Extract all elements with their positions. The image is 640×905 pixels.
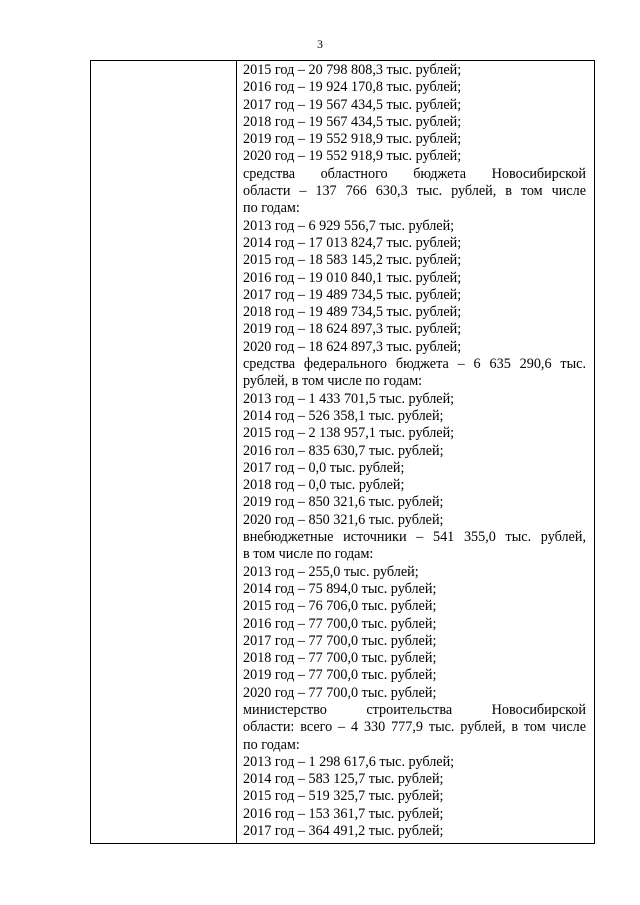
text-line: 2017 год – 0,0 тыс. рублей; <box>243 459 405 476</box>
text-line: 2019 год – 18 624 897,3 тыс. рублей; <box>243 321 462 338</box>
text-line: 2020 год – 18 624 897,3 тыс. рублей; <box>243 338 462 355</box>
text-line: 2015 год – 519 325,7 тыс. рублей; <box>243 788 444 805</box>
text-line: в том числе по годам: <box>243 546 374 563</box>
text-line: 2016 гол – 835 630,7 тыс. рублей; <box>243 442 444 459</box>
text-line: 2013 год – 6 929 556,7 тыс. рублей; <box>243 217 455 234</box>
text-line: 2016 год – 153 361,7 тыс. рублей; <box>243 805 444 822</box>
text-line: 2015 год – 76 706,0 тыс. рублей; <box>243 598 437 615</box>
text-line: 2019 год – 19 552 918,9 тыс. рублей; <box>243 131 462 148</box>
text-line: 2019 год – 850 321,6 тыс. рублей; <box>243 494 444 511</box>
funding-text-column <box>243 62 586 840</box>
text-line: 2013 год – 1 433 701,5 тыс. рублей; <box>243 390 455 407</box>
text-line: области – 137 766 630,3 тыс. рублей, в том числе <box>243 183 586 200</box>
text-line: области: всего – 4 330 777,9 тыс. рублей, в том числе <box>243 719 586 736</box>
text-line: 2013 год – 1 298 617,6 тыс. рублей; <box>243 753 455 770</box>
text-line: средства федерального бюджета – 6 635 290,6 тыс. <box>243 356 586 373</box>
text-line: 2018 год – 19 567 434,5 тыс. рублей; <box>243 113 462 130</box>
text-line: 2018 год – 19 489 734,5 тыс. рублей; <box>243 304 462 321</box>
text-line: 2015 год – 20 798 808,3 тыс. рублей; <box>243 62 462 78</box>
text-line: 2017 год – 77 700,0 тыс. рублей; <box>243 632 437 649</box>
text-line: 2018 год – 77 700,0 тыс. рублей; <box>243 650 437 667</box>
text-line: 2020 год – 850 321,6 тыс. рублей; <box>243 511 444 528</box>
text-line: 2017 год – 19 489 734,5 тыс. рублей; <box>243 286 462 303</box>
column-divider <box>236 61 237 843</box>
text-line: по годам: <box>243 736 300 753</box>
text-line: 2015 год – 2 138 957,1 тыс. рублей; <box>243 425 455 442</box>
text-line: 2014 год – 17 013 824,7 тыс. рублей; <box>243 234 462 251</box>
text-line: 2014 год – 583 125,7 тыс. рублей; <box>243 771 444 788</box>
page-number: 3 <box>317 37 323 51</box>
text-line: рублей, в том числе по годам: <box>243 373 423 390</box>
text-line: 2015 год – 18 583 145,2 тыс. рублей; <box>243 252 462 269</box>
text-line: 2017 год – 19 567 434,5 тыс. рублей; <box>243 96 462 113</box>
text-line: 2013 год – 255,0 тыс. рублей; <box>243 563 419 580</box>
text-line: средства областного бюджета Новосибирской <box>243 165 586 182</box>
text-line: 2016 год – 19 010 840,1 тыс. рублей; <box>243 269 462 286</box>
text-line: 2016 год – 77 700,0 тыс. рублей; <box>243 615 437 632</box>
text-line: министерство строительства Новосибирской <box>243 701 586 718</box>
text-line: 2017 год – 364 491,2 тыс. рублей; <box>243 823 444 840</box>
text-line: 2020 год – 19 552 918,9 тыс. рублей; <box>243 148 462 165</box>
text-line: внебюджетные источники – 541 355,0 тыс. рублей, <box>243 529 586 546</box>
text-line: 2018 год – 0,0 тыс. рублей; <box>243 477 405 494</box>
text-line: 2014 год – 526 358,1 тыс. рублей; <box>243 407 444 424</box>
text-line: по годам: <box>243 200 300 217</box>
text-line: 2019 год – 77 700,0 тыс. рублей; <box>243 667 437 684</box>
text-line: 2016 год – 19 924 170,8 тыс. рублей; <box>243 79 462 96</box>
text-line: 2014 год – 75 894,0 тыс. рублей; <box>243 580 437 597</box>
funding-table <box>90 60 595 844</box>
text-line: 2020 год – 77 700,0 тыс. рублей; <box>243 684 437 701</box>
